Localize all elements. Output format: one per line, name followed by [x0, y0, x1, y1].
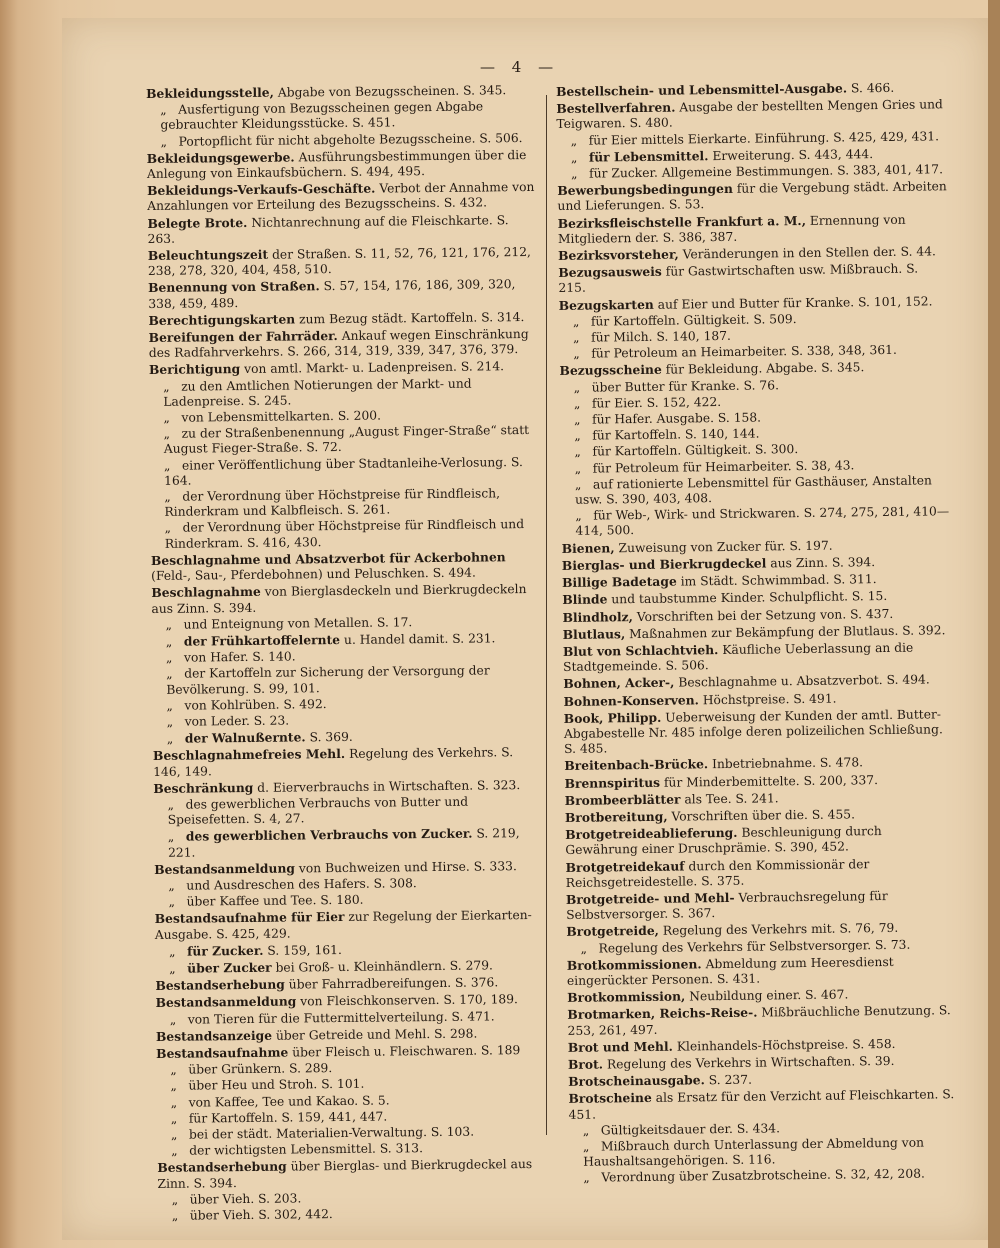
entry-keyword: Book, Philipp. — [563, 709, 662, 726]
ditto-mark: „ — [570, 150, 578, 165]
entry-reference: über Getreide und Mehl. S. 298. — [275, 1026, 478, 1043]
entry-keyword: Brotgetreidekauf — [565, 858, 685, 875]
index-subentry — [150, 455, 540, 489]
entry-keyword: Brotgetreide- und Mehl- — [565, 889, 735, 907]
ditto-mark: „ — [570, 133, 578, 148]
entry-keyword: Bekleidungsstelle, — [146, 84, 274, 101]
subentry-text: über Kaffee und Tee. S. 180. — [186, 892, 364, 909]
entry-reference: Regelung des Verkehrs. S. 146, 149. — [153, 745, 514, 779]
entry-keyword: Brotscheinausgabe. — [568, 1072, 705, 1090]
subentry-text: für Eier mittels Eierkarte. Einführung. S. 425, 429, 431. — [588, 128, 940, 148]
index-entry — [157, 1156, 547, 1191]
ditto-mark: „ — [163, 427, 171, 442]
entry-reference: Vorschriften über die. S. 455. — [671, 807, 856, 824]
entry-reference: für die Vergebung städt. Arbeiten und Lieferungen. S. 53. — [557, 179, 947, 214]
ditto-mark: „ — [573, 330, 580, 345]
index-column-right — [556, 79, 959, 1187]
entry-keyword: Bewerbungsbedingungen — [557, 181, 733, 199]
subentry-text: Ausfertigung von Bezugsscheinen gegen Abgabe gebrauchter Kleidungsstücke. S. 451. — [160, 99, 484, 133]
subentry-text: Gültigkeitsdauer der. S. 434. — [600, 1121, 781, 1138]
ditto-mark: „ — [573, 380, 581, 395]
subentry-emphasis: über Zucker — [187, 959, 272, 976]
entry-reference: von Buchweizen und Hirse. S. 333. — [298, 858, 517, 876]
entry-reference: Abgabe von Bezugsscheinen. S. 345. — [277, 83, 507, 100]
entry-reference: Höchstpreise. S. 491. — [702, 691, 837, 707]
subentry-text: bei Groß- u. Kleinhändlern. S. 279. — [275, 958, 494, 975]
entry-reference: Nichtanrechnung auf die Fleischkarte. S. 263. — [147, 212, 509, 246]
entry-reference: für Minderbemittelte. S. 200, 337. — [663, 772, 879, 790]
entry-keyword: Brotmarken, Reichs-Reise-. — [567, 1004, 758, 1023]
entry-reference: Zuweisung von Zucker für. S. 197. — [618, 538, 833, 555]
subentry-text: u. Handel damit. S. 231. — [343, 631, 496, 647]
ditto-mark: „ — [169, 1012, 177, 1027]
entry-reference: Regelung des Verkehrs in Wirtschaften. S. 39. — [606, 1053, 895, 1072]
subentry-text: für Kartoffeln. S. 159, 441, 447. — [188, 1109, 388, 1126]
index-entry — [557, 178, 947, 214]
entry-reference: S. 466. — [850, 80, 895, 96]
index-entry — [151, 581, 541, 616]
ditto-mark: „ — [166, 698, 173, 713]
entry-keyword: Breitenbach-Brücke. — [564, 756, 709, 774]
entry-reference: für Gastwirtschaften usw. Mißbrauch. S. 215. — [558, 261, 919, 296]
entry-reference: Beschlagnahme u. Absatzverbot. S. 494. — [678, 672, 930, 690]
entry-keyword: Brot. — [567, 1056, 604, 1072]
ditto-mark: „ — [583, 1171, 590, 1186]
entry-reference: aus Zinn. S. 394. — [770, 555, 876, 571]
index-subentry — [149, 376, 539, 410]
index-subentry — [150, 486, 540, 520]
index-entry — [565, 822, 955, 858]
subentry-text: und Ausdreschen des Hafers. S. 308. — [186, 876, 417, 893]
entry-keyword: Bestandsanzeige — [155, 1027, 273, 1044]
entry-keyword: Bestandsaufnahme für Eier — [154, 909, 345, 927]
entry-keyword: Blindholz, — [562, 608, 633, 625]
entry-reference: von amtl. Markt- u. Ladenpreisen. S. 214. — [244, 359, 505, 377]
entry-reference: Ankauf wegen Einschränkung des Radfahrverkehrs. S. 266, 314, 319, 339, 347, 376, 379. — [148, 327, 529, 361]
entry-keyword: Bestandsanmeldung — [154, 860, 296, 877]
entry-reference: Ueberweisung der Kunden der amtl. Butter-Abgabestelle Nr. 485 infolge deren polizeilichen Schließung. S. 485. — [563, 707, 943, 757]
ditto-mark: „ — [573, 396, 581, 411]
ditto-mark: „ — [168, 894, 175, 909]
ditto-mark: „ — [574, 412, 581, 427]
subentry-text: Verordnung über Zusatzbrotscheine. S. 32, 42, 208. — [601, 1166, 925, 1185]
index-subentry — [153, 794, 543, 828]
ditto-mark: „ — [168, 944, 176, 959]
entry-reference: von Fleischkonserven. S. 170, 189. — [300, 992, 518, 1009]
entry-keyword: Blut von Schlachtvieh. — [562, 641, 719, 659]
subentry-text: von Lebensmittelkarten. S. 200. — [181, 408, 382, 425]
index-entry — [147, 179, 537, 214]
subentry-text: über Grünkern. S. 289. — [188, 1061, 333, 1077]
entry-reference: Maßnahmen zur Bekämpfung der Blutlaus. S. 392. — [629, 622, 946, 641]
entry-keyword: Bohnen, Acker-, — [563, 674, 675, 692]
index-entry — [568, 1087, 958, 1123]
subentry-emphasis: des gewerblichen Verbrauchs von Zucker. — [185, 825, 473, 844]
entry-keyword: Bezugskarten — [558, 296, 654, 313]
index-entry — [564, 706, 955, 757]
ditto-mark: „ — [171, 1192, 179, 1207]
entry-reference: Verbrauchsregelung für Selbstversorger. S. 367. — [566, 888, 888, 923]
entry-reference: Ernennung von Mitgliedern der. S. 386, 387. — [557, 212, 906, 246]
ditto-mark: „ — [582, 1139, 590, 1154]
entry-reference: über Fleisch u. Fleischwaren. S. 189 — [292, 1043, 521, 1060]
index-subentry — [151, 517, 541, 551]
entry-keyword: Beschlagnahme und Absatzverbot für Ackerbohnen — [150, 549, 506, 568]
ditto-mark: „ — [167, 830, 175, 845]
subentry-text: über Butter für Kranke. S. 76. — [591, 377, 780, 395]
entry-reference: (Feld-, Sau-, Pferdebohnen) und Peluschken. S. 494. — [151, 565, 476, 584]
subentry-text: S. 159, 161. — [267, 942, 342, 958]
entry-keyword: Billige Badetage — [561, 573, 677, 591]
entry-reference: der Straßen. S. 11, 52, 76, 121, 176, 212, 238, 278, 320, 404, 458, 510. — [147, 245, 531, 279]
subentry-text: für Kartoffeln. S. 140, 144. — [592, 426, 760, 443]
ditto-mark: „ — [164, 521, 172, 536]
entry-keyword: Berichtigung — [148, 361, 241, 378]
entry-keyword: Bestandsanmeldung — [155, 993, 297, 1011]
subentry-text: für Kartoffeln. Gültigkeit. S. 509. — [590, 311, 797, 329]
entry-reference: über Bierglas- und Bierkrugdeckel aus Zinn. S. 394. — [157, 1157, 533, 1191]
index-entry — [148, 276, 538, 311]
subentry-text: Mißbrauch durch Unterlassung der Abmeldung von Haushaltsangehörigen. S. 116. — [583, 1135, 925, 1169]
ditto-mark: „ — [171, 1208, 179, 1223]
index-column-left — [146, 82, 548, 1225]
index-entry — [149, 326, 539, 361]
entry-keyword: Blinde — [562, 591, 608, 608]
entry-keyword: Beschlagnahme — [151, 584, 261, 601]
ditto-mark: „ — [574, 461, 582, 476]
index-subentry — [154, 825, 544, 860]
subentry-text: der Verordnung über Höchstpreise für Rindfleisch, Rinderkram und Kalbfleisch. S. 261. — [164, 486, 501, 520]
entry-keyword: Brombeerblätter — [564, 791, 681, 808]
ditto-mark: „ — [571, 166, 578, 181]
subentry-text: des gewerblichen Verbrauchs von Butter und Speisefetten. S. 4, 27. — [167, 794, 469, 827]
entry-reference: im Städt. Schwimmbad. S. 311. — [680, 572, 877, 589]
entry-keyword: Brotkommission, — [567, 988, 686, 1006]
subentry-text: für Zucker. Allgemeine Bestimmungen. S. 383, 401, 417. — [589, 162, 944, 181]
entry-reference: und taubstumme Kinder. Schulpflicht. S. 15. — [611, 589, 888, 607]
subentry-text: von Kaffee, Tee und Kakao. S. 5. — [188, 1093, 390, 1110]
index-entry — [556, 96, 946, 132]
entry-keyword: Bestandserhebung — [155, 976, 285, 994]
entry-reference: Abmeldung zum Heeresdienst eingerückter Personen. S. 431. — [566, 954, 894, 988]
entry-keyword: Brotkommissionen. — [566, 956, 702, 973]
ditto-mark: „ — [163, 410, 170, 425]
index-subentry — [569, 1135, 959, 1170]
page-edge-strip — [988, 0, 1000, 1248]
ditto-mark: „ — [165, 650, 173, 665]
ditto-mark: „ — [167, 797, 174, 812]
index-entry — [565, 855, 955, 891]
subentry-text: von Hafer. S. 140. — [183, 649, 296, 665]
entry-reference: als Tee. S. 241. — [684, 791, 779, 807]
subentry-text: zu den Amtlichen Notierungen der Markt- und Ladenpreise. S. 245. — [163, 376, 472, 409]
subentry-emphasis: für Zucker. — [186, 942, 264, 959]
subentry-text: für Hafer. Ausgabe. S. 158. — [592, 410, 762, 427]
index-subentry — [158, 1205, 548, 1224]
ditto-mark: „ — [572, 314, 580, 329]
ditto-mark: „ — [160, 102, 167, 118]
ditto-mark: „ — [166, 731, 174, 746]
entry-reference: Regelung des Verkehrs mit. S. 76, 79. — [662, 921, 899, 939]
entry-keyword: Bierglas- und Bierkrugdeckel — [561, 555, 767, 573]
entry-keyword: Beschränkung — [153, 779, 254, 796]
index-subentry — [150, 423, 540, 457]
entry-keyword: Beleuchtungszeit — [147, 246, 269, 264]
subentry-text: zu der Straßenbenennung „August Finger-Straße“ statt August Fieger-Straße. S. 72. — [163, 423, 530, 457]
ditto-mark: „ — [574, 477, 582, 492]
subentry-text: der Kartoffeln zur Sicherung der Versorgung der Bevölkerung. S. 99, 101. — [166, 663, 490, 697]
entry-reference: Käufliche Ueberlassung an die Stadtgemeinde. S. 506. — [563, 640, 914, 675]
entry-reference: Ausführungsbestimmungen über die Anlegung von Einkaufsbüchern. S. 494, 495. — [146, 147, 527, 182]
index-entry — [147, 147, 537, 182]
index-entry — [148, 244, 538, 279]
subentry-text: für Petroleum für Heimarbeiter. S. 38, 43. — [592, 458, 855, 476]
entry-keyword: Brotbereitung, — [564, 808, 668, 825]
entry-keyword: Brotgetreide, — [566, 923, 659, 940]
entry-reference: Verbot der Annahme von Anzahlungen vor Erteilung des Bezugsscheins. S. 432. — [147, 180, 535, 214]
subentry-emphasis: der Frühkartoffelernte — [183, 631, 341, 649]
subentry-text: über Heu und Stroh. S. 101. — [188, 1077, 365, 1094]
entry-reference: d. Eierverbrauchs in Wirtschaften. S. 323. — [257, 777, 521, 795]
entry-keyword: Bereifungen der Fahrräder. — [148, 328, 338, 346]
subentry-text: und Enteignung von Metallen. S. 17. — [183, 614, 413, 632]
ditto-mark: „ — [574, 428, 581, 444]
index-subentry — [561, 473, 951, 508]
subentry-text: für Web-, Wirk- und Strickwaren. S. 274, 275, 281, 410—414, 500. — [575, 504, 950, 539]
entry-reference: Mißbräuchliche Benutzung. S. 253, 261, 497. — [567, 1003, 951, 1038]
subentry-text: für Petroleum an Heimarbeiter. S. 338, 348, 361. — [591, 343, 897, 361]
entry-keyword: Blutlaus, — [562, 625, 626, 642]
entry-reference: Veränderungen in den Stellen der. S. 44. — [682, 244, 936, 262]
entry-keyword: Brennspiritus — [564, 774, 661, 791]
ditto-mark: „ — [166, 667, 173, 682]
entry-keyword: Berechtigungskarten — [148, 311, 296, 328]
subentry-text: für Eier. S. 152, 422. — [591, 394, 722, 411]
entry-reference: Kleinhandels-Höchstpreise. S. 458. — [676, 1036, 896, 1054]
entry-keyword: Benennung von Straßen. — [148, 278, 320, 296]
entry-keyword: Bestellschein- und Lebensmittel-Ausgabe. — [556, 80, 848, 99]
entry-reference: Beschleunigung durch Gewährung einer Druschprämie. S. 390, 452. — [565, 824, 882, 858]
index-entry — [151, 549, 541, 584]
column-divider — [546, 95, 547, 1135]
ditto-mark: „ — [163, 458, 171, 473]
entry-reference: für Bekleidung. Abgabe. S. 345. — [665, 360, 865, 378]
subentry-text: von Leder. S. 23. — [184, 713, 290, 729]
ditto-mark: „ — [575, 509, 582, 524]
entry-keyword: Belegte Brote. — [147, 214, 248, 231]
entry-keyword: Bezugsausweis — [558, 263, 662, 281]
entry-reference: über Fahrradbereifungen. S. 376. — [288, 975, 499, 992]
entry-keyword: Brot und Mehl. — [567, 1038, 673, 1055]
index-entry — [558, 260, 948, 296]
ditto-mark: „ — [170, 1111, 178, 1126]
entry-keyword: Bezirksfleischstelle Frankfurt a. M., — [557, 212, 807, 231]
ditto-mark: „ — [171, 1143, 178, 1158]
index-subentry — [146, 99, 536, 133]
index-entry — [567, 953, 957, 989]
ditto-mark: „ — [160, 134, 168, 149]
ditto-mark: „ — [580, 941, 588, 956]
ditto-mark: „ — [165, 634, 173, 649]
index-entry — [563, 639, 953, 675]
subentry-text: der Verordnung über Höchstpreise für Rindfleisch und Rinderkram. S. 416, 430. — [164, 517, 525, 551]
subentry-text: Erweiterung. S. 443, 444. — [712, 146, 874, 163]
subentry-text: Portopflicht für nicht abgeholte Bezugsscheine. S. 506. — [178, 130, 523, 149]
ditto-mark: „ — [170, 1062, 177, 1077]
ditto-mark: „ — [163, 379, 170, 394]
ditto-mark: „ — [166, 714, 174, 729]
index-subentry — [152, 663, 542, 697]
ditto-mark: „ — [168, 878, 175, 893]
entry-keyword: Bekleidungs-Verkaufs-Geschäfte. — [147, 180, 376, 199]
entry-keyword: Bestandsaufnahme — [156, 1044, 289, 1061]
entry-keyword: Bohnen-Konserven. — [563, 691, 699, 709]
ditto-mark: „ — [170, 1127, 178, 1142]
subentry-text: Regelung des Verkehrs für Selbstversorger. S. 73. — [598, 937, 911, 956]
ditto-mark: „ — [574, 445, 581, 460]
subentry-text: auf rationierte Lebensmittel für Gasthäuser, Anstalten usw. S. 390, 403, 408. — [574, 473, 932, 507]
index-entry — [153, 744, 543, 779]
entry-reference: als Ersatz für den Verzicht auf Fleischkarten. S. 451. — [568, 1087, 955, 1122]
subentry-text: der wichtigsten Lebensmittel. S. 313. — [189, 1141, 424, 1158]
entry-keyword: Bezirksvorsteher, — [558, 246, 679, 264]
entry-reference: auf Eier und Butter für Kranke. S. 101, 152. — [657, 294, 933, 312]
subentry-text: von Tieren für die Futtermittelverteilung. S. 471. — [187, 1008, 495, 1027]
subentry-text: S. 369. — [309, 729, 353, 745]
index-subentry — [561, 504, 951, 539]
subentry-text: für Milch. S. 140, 187. — [591, 328, 731, 345]
entry-reference: durch den Kommissionär der Reichsgetreidestelle. S. 375. — [565, 856, 870, 890]
subentry-text: einer Veröffentlichung über Stadtanleihe-Verlosung. S. 164. — [164, 454, 523, 488]
entry-reference: Ausgabe der bestellten Mengen Gries und Teigwaren. S. 480. — [556, 97, 943, 132]
ditto-mark: „ — [170, 1095, 178, 1110]
ditto-mark: „ — [170, 1079, 177, 1094]
entry-keyword: Bienen, — [561, 540, 615, 556]
entry-reference: zur Regelung der Eierkarten-Ausgabe. S. 425, 429. — [154, 908, 532, 942]
entry-reference: Inbetriebnahme. S. 478. — [712, 755, 864, 772]
index-entry — [155, 907, 545, 942]
entry-reference: Neubildung einer. S. 467. — [689, 987, 849, 1004]
subentry-text: für Kartoffeln. Gültigkeit. S. 300. — [592, 442, 799, 460]
entry-reference: S. 237. — [708, 1072, 753, 1088]
ditto-mark: „ — [165, 617, 173, 632]
index-entry — [147, 212, 537, 247]
entry-reference: von Bierglasdeckeln und Bierkrugdeckeln aus Zinn. S. 394. — [151, 582, 527, 616]
ditto-mark: „ — [164, 489, 171, 504]
entry-keyword: Bestellverfahren. — [556, 99, 676, 117]
subentry-text: über Vieh. S. 203. — [189, 1191, 302, 1207]
subentry-text: S. 219, 221. — [167, 826, 520, 860]
ditto-mark: „ — [169, 961, 176, 976]
subentry-text: bei der städt. Materialien-Verwaltung. S. 103. — [188, 1124, 475, 1142]
entry-keyword: Bekleidungsgewerbe. — [146, 149, 295, 166]
entry-reference: zum Bezug städt. Kartoffeln. S. 314. — [299, 309, 525, 327]
entry-keyword: Bezugsscheine — [559, 362, 662, 379]
entry-reference: Vorschriften bei der Setzung von. S. 437. — [636, 606, 894, 624]
page-number-header: — 4 — — [480, 58, 560, 76]
entry-keyword: Brotgetreideablieferung. — [565, 824, 738, 843]
index-entry — [567, 1003, 957, 1039]
index-entry — [566, 887, 956, 923]
subentry-text: über Vieh. S. 302, 442. — [189, 1207, 333, 1223]
subentry-text: von Kohlrüben. S. 492. — [184, 696, 327, 713]
entry-keyword: Beschlagnahmefreies Mehl. — [152, 746, 346, 764]
entry-keyword: Brotscheine — [568, 1090, 652, 1107]
entry-keyword: Bestandserhebung — [157, 1158, 287, 1176]
subentry-emphasis: der Walnußernte. — [184, 729, 306, 746]
ditto-mark: „ — [582, 1123, 590, 1138]
entry-reference: S. 57, 154, 176, 186, 309, 320, 338, 459, 489. — [148, 277, 516, 311]
subentry-emphasis: für Lebensmittel. — [588, 147, 709, 165]
ditto-mark: „ — [573, 346, 580, 362]
index-entry — [558, 211, 948, 247]
